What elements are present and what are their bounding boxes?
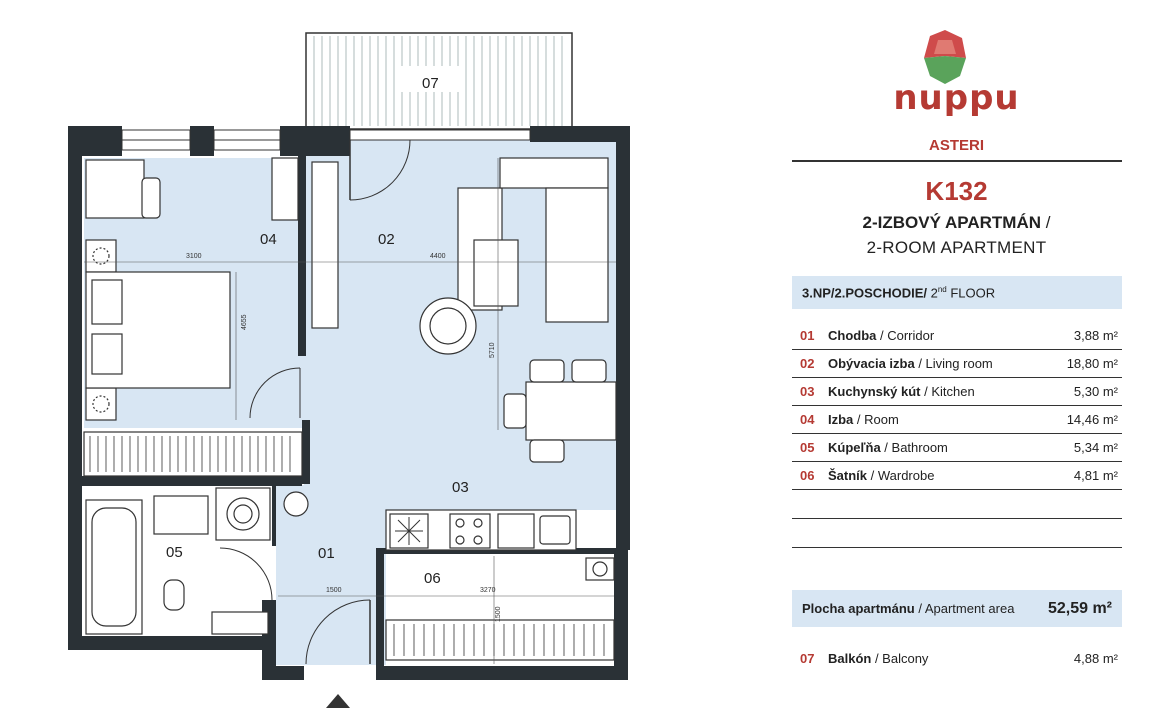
dim-3270: 3270 (480, 587, 496, 594)
table-row-empty (792, 490, 1122, 519)
room-label-05: 05 (166, 544, 183, 561)
brand-name: nuppu (893, 78, 1020, 118)
table-row: 01 Chodba / Corridor 3,88 m² (792, 322, 1122, 350)
room-label-01: 01 (318, 545, 335, 562)
table-row-empty (792, 519, 1122, 548)
table-row: 05 Kúpeľňa / Bathroom 5,34 m² (792, 434, 1122, 462)
apartment-type-sk: 2-IZBOVÝ APARTMÁN / (862, 213, 1051, 232)
dim-4655: 4655 (241, 314, 248, 330)
entrance-arrow-icon (326, 694, 350, 708)
dim-4400: 4400 (430, 253, 446, 260)
balcony-row: 07 Balkón / Balcony 4,88 m² (800, 650, 1118, 666)
apartment-type-en: 2-ROOM APARTMENT (866, 238, 1047, 257)
table-row: 02 Obývacia izba / Living room 18,80 m² (792, 350, 1122, 378)
dim-5710: 5710 (489, 342, 496, 358)
apartment-code: K132 (925, 176, 988, 206)
kitchen-counter (386, 510, 576, 550)
room-label-04: 04 (260, 231, 277, 248)
table-row: 03 Kuchynský kút / Kitchen 5,30 m² (792, 378, 1122, 406)
balcony-07 (306, 33, 572, 129)
dim-1500a: 1500 (326, 587, 342, 594)
project-name: ASTERI (928, 137, 984, 154)
rooms-table (792, 322, 1122, 548)
floor-bar: 3.NP/2.POSCHODIE/ 2nd FLOOR (792, 276, 1122, 309)
info-panel (790, 0, 1123, 728)
table-row: 04 Izba / Room 14,46 m² (792, 406, 1122, 434)
room-label-03: 03 (452, 479, 469, 496)
dim-1500b: 1500 (495, 606, 502, 622)
dim-3100: 3100 (186, 253, 202, 260)
room-label-06: 06 (424, 570, 441, 587)
divider (792, 160, 1122, 162)
room-label-07: 07 (422, 75, 439, 92)
apartment-area-bar: Plocha apartmánu / Apartment area 52,59 m² (792, 590, 1122, 627)
apartment-area-value: 52,59 m² (1047, 599, 1112, 617)
table-row: 06 Šatník / Wardrobe 4,81 m² (792, 462, 1122, 490)
room-label-02: 02 (378, 231, 395, 248)
